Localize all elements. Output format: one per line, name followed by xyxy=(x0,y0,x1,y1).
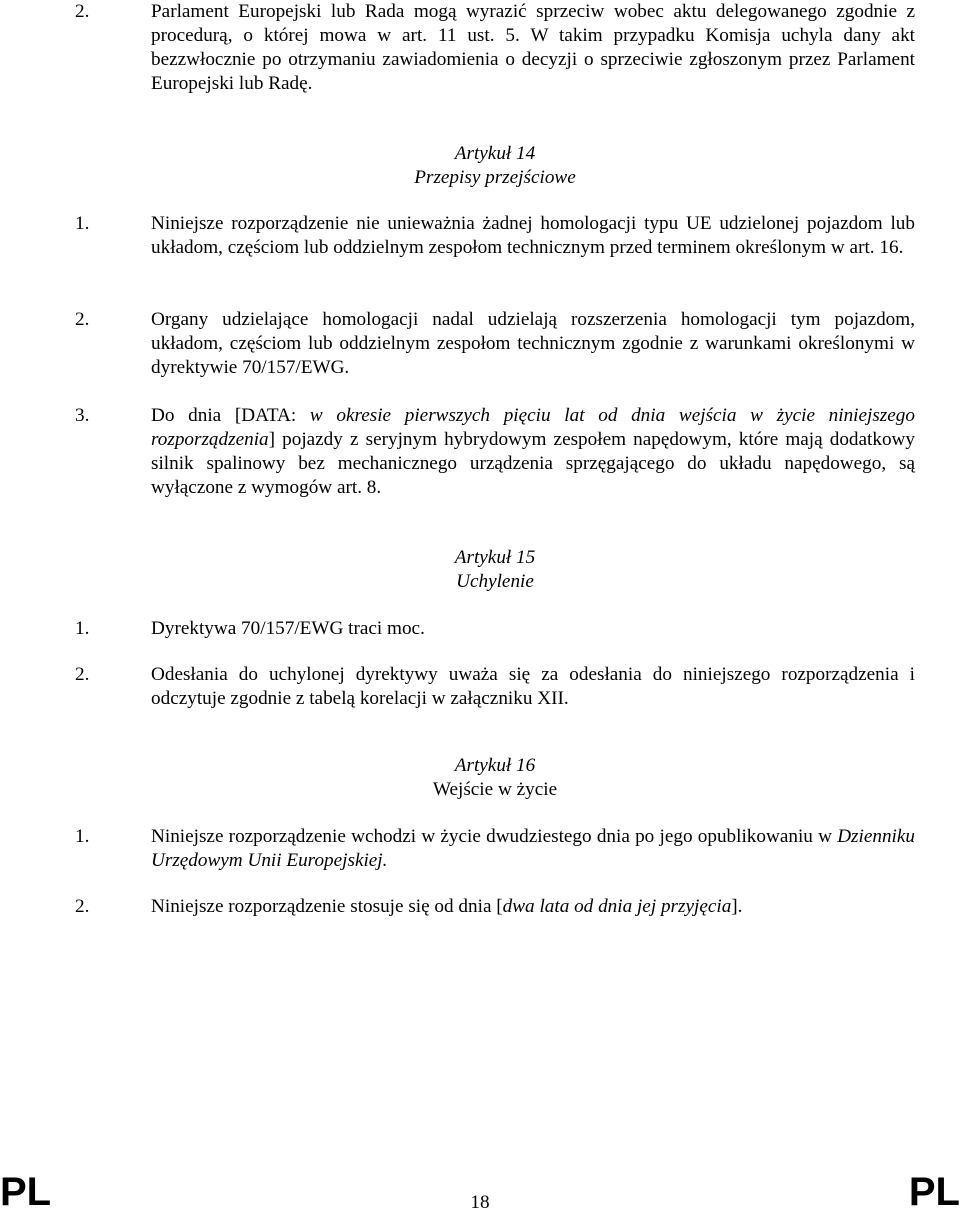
paragraph-text xyxy=(151,895,915,919)
paragraph-number: 1. xyxy=(75,826,90,847)
article-title: Artykuł 14 xyxy=(454,143,536,164)
page-number: 18 xyxy=(470,1192,490,1213)
text-run: Niniejsze rozporządzenie stosuje się od dnia [ xyxy=(151,896,503,917)
paragraph-text: Parlament Europejski lub Rada mogą wyrazić sprzeciw wobec aktu delegowanego zgodnie z procedurą, o której mowa w art. 11 ust. 5. W takim przypadku Komisja uchyla dany akt bezzwłocznie po otrzymaniu zawiadomienia o decyzji o sprzeciwie zgłoszonym przez Parlament Europejski lub Radę. xyxy=(151,1,915,94)
paragraph-art15-1 xyxy=(75,617,915,641)
paragraph-text xyxy=(151,825,915,873)
paragraph-text: Dyrektywa 70/157/EWG traci moc. xyxy=(151,618,425,639)
paragraph-art16-2 xyxy=(75,895,915,919)
paragraph-art14-2 xyxy=(75,308,915,380)
paragraph-art16-1 xyxy=(75,825,915,873)
paragraph-text xyxy=(151,663,915,711)
text-run: Do dnia [DATA: xyxy=(151,405,310,426)
paragraph-text xyxy=(151,404,915,500)
text-run: ]. xyxy=(731,896,743,917)
paragraph-number: 2. xyxy=(75,664,90,685)
text-run: ] pojazdy z seryjnym hybrydowym zespołem napędowym, które mają dodatkowy silnik spalinowy bez mechanicznego urządzenia sprzęgającego do układu napędowego, są wyłączone z wymogów art. 8. xyxy=(151,429,915,498)
article-15-heading xyxy=(0,546,960,594)
article-title: Artykuł 16 xyxy=(454,755,536,776)
footer-language-code-right: PL xyxy=(908,1170,960,1214)
paragraph-text xyxy=(151,308,915,380)
footer-language-code-left: PL xyxy=(0,1170,52,1214)
article-subtitle: Wejście w życie xyxy=(432,779,558,800)
paragraph-number: 1. xyxy=(75,618,90,639)
paragraph-number: 2. xyxy=(75,309,90,330)
paragraph-number: 2. xyxy=(75,896,90,917)
paragraph-text-content: Odesłania do uchylonej dyrektywy uważa się za odesłania do niniejszego rozporządzenia i odczytuje zgodnie z tabelą korelacji w załączniku XII. xyxy=(151,664,915,709)
paragraph-art14-3 xyxy=(75,404,915,500)
paragraph-text-content: Organy udzielające homologacji nadal udzielają rozszerzenia homologacji tym pojazdom, układom, częściom lub oddzielnym zespołom technicznym zgodnie z warunkami określonymi w dyrektywie 70/157/EWG. xyxy=(151,309,915,378)
italic-placeholder-text: dwa lata od dnia jej przyjęcia xyxy=(502,896,732,917)
text-run: Niniejsze rozporządzenie wchodzi w życie dwudziestego dnia po jego opublikowaniu w xyxy=(151,826,838,847)
paragraph-number: 2. xyxy=(75,1,90,22)
paragraph-art13-2 xyxy=(75,0,915,96)
paragraph-number: 1. xyxy=(75,213,90,234)
paragraph-text: Niniejsze rozporządzenie nie unieważnia żadnej homologacji typu UE udzielonej pojazdom lub układom, częściom lub oddzielnym zespołom technicznym przed terminem określonym w art. 16. xyxy=(151,213,915,258)
paragraph-number: 3. xyxy=(75,405,90,426)
article-subtitle: Uchylenie xyxy=(456,571,534,592)
journal-title: Dzienniku Urzędowym Unii Europejskiej. xyxy=(151,826,915,871)
paragraph-art15-2 xyxy=(75,663,915,711)
italic-placeholder-text: w okresie pierwszych pięciu lat od dnia wejścia w życie niniejszego rozporządzenia xyxy=(151,405,915,450)
article-16-heading xyxy=(0,754,960,802)
article-subtitle: Przepisy przejściowe xyxy=(414,167,576,188)
article-title: Artykuł 15 xyxy=(454,547,536,568)
paragraph-art14-1 xyxy=(75,212,915,260)
article-14-heading xyxy=(0,142,960,190)
